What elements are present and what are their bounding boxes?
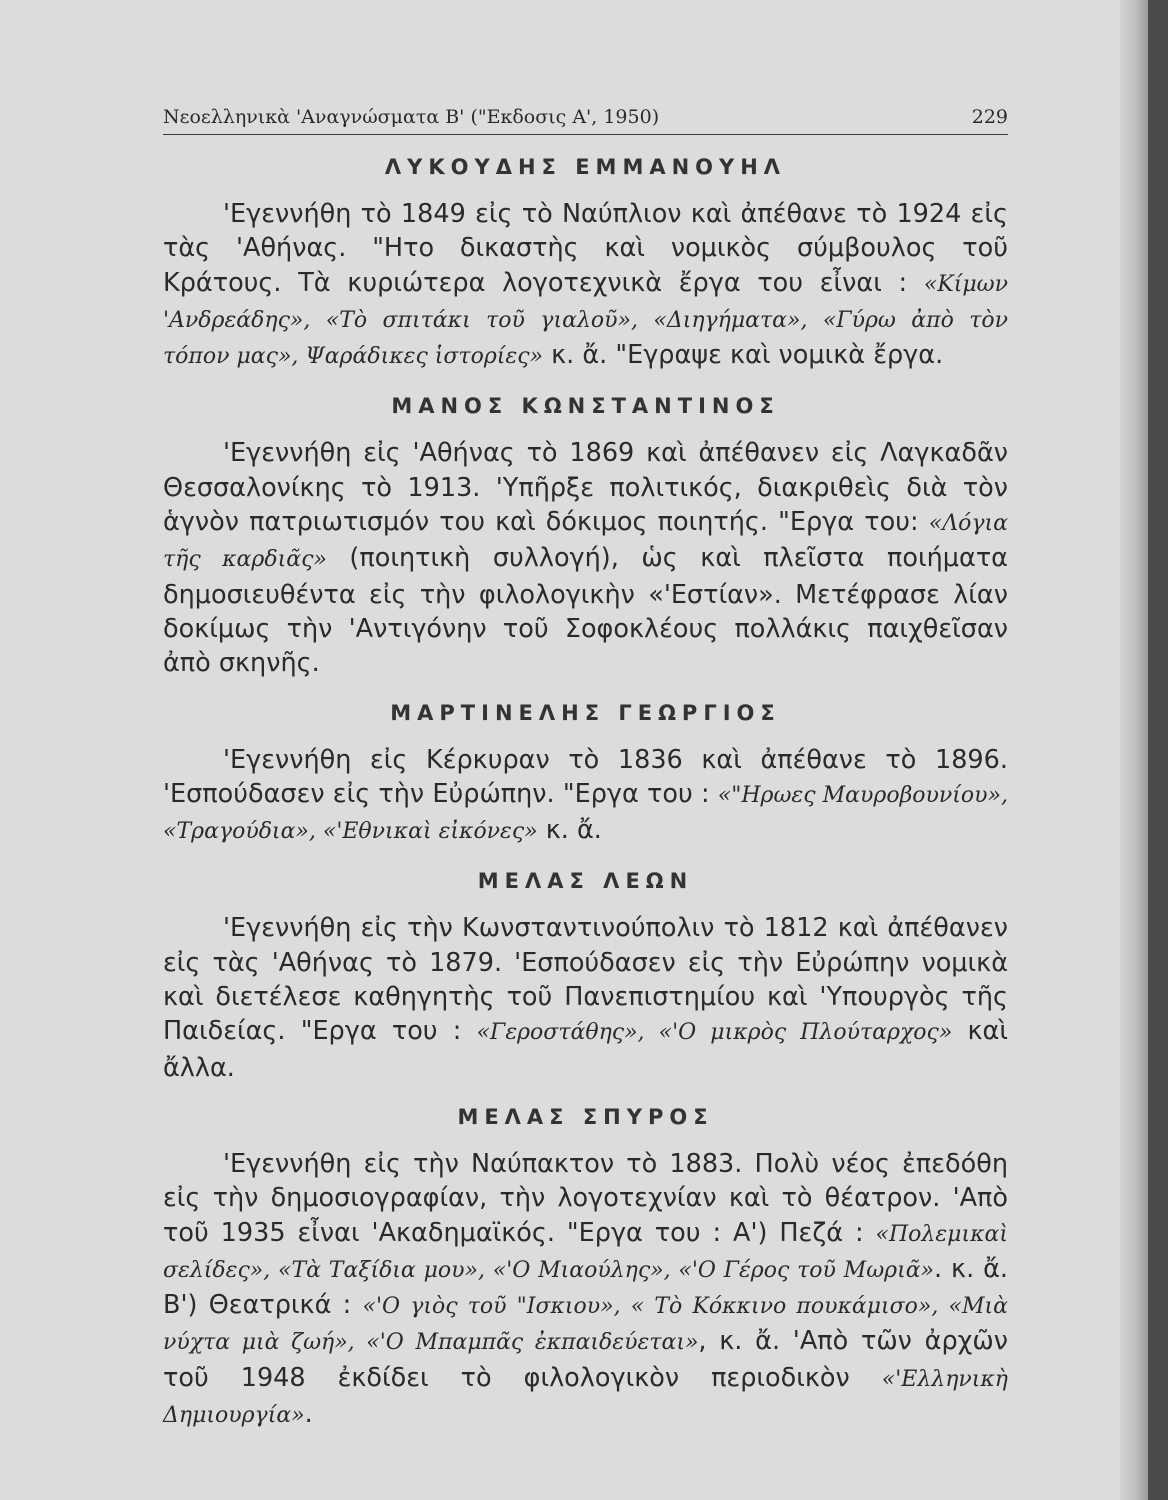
text-segment: 'Εγεννήθη εἰς τὴν Κωνσταντινούπολιν τὸ 1812 καὶ ἀπέθανεν εἰς τὰς 'Αθήνας τὸ 1879. 'Εσπούδασεν εἰς τὴν Εὐρώπην νομικὰ καὶ διετέλεσε καθηγητὴς τοῦ Πανεπιστημίου καὶ 'Υπουργὸς τῆς Παιδείας. "Εργα του : [163,913,1008,1047]
entry-heading: ΛΥΚΟΥΔΗΣ ΕΜΜΑΝΟΥΗΛ [384,155,787,179]
entry-heading: ΜΑΝΟΣ ΚΩΝΣΤΑΝΤΙΝΟΣ [391,394,780,419]
works-list: «'Ο γιὸς τοῦ "Ισκιου», « Τὸ Κόκκινο πουκάμισο», «Μιὰ νύχτα μιὰ ζωή», «'Ο Μπαμπᾶς ἐκπαιδεύεται» [163,1294,1008,1356]
works-list: «Πολεμικαὶ σελίδες», «Τὰ Ταξίδια μου», «'Ο Μιαούλης», «'Ο Γέρος τοῦ Μωριᾶ» [163,1221,1008,1283]
text-segment: κ. ἄ. [537,815,602,846]
text-segment: 'Εγεννήθη εἰς 'Αθήνας τὸ 1869 καὶ ἀπέθανεν εἰς Λαγκαδᾶν Θεσσαλονίκης τὸ 1913. 'Υπῆρξε πολιτικός, διακριθεὶς διὰ τὸν ἁγνὸν πατριωτισμόν του καὶ δόκιμος ποιητής. "Εργα του: [163,438,1008,538]
text-segment: 'Εγεννήθη εἰς Κέρκυραν τὸ 1836 καὶ ἀπέθανε τὸ 1896. 'Εσπούδασεν εἰς τὴν Εὐρώπην. "Εργα του : [163,744,1008,809]
works-list: «'Ελληνικὴ Δημιουργία» [163,1366,1008,1429]
page-edge [1120,0,1148,1500]
entry-text [163,436,1008,680]
works-list: «Λόγια τῆς καρδιᾶς» [163,511,1008,573]
text-segment: 'Εγεννήθη εἰς τὴν Ναύπακτον τὸ 1883. Πολὺ νέος ἐπεδόθη εἰς τὴν δημοσιογραφίαν, τὴν λογοτεχνίαν καὶ τὸ θέατρον. 'Απὸ τοῦ 1935 εἶναι 'Ακαδημαϊκός. "Εργα του : Α') Πεζά : [163,1148,1008,1248]
text-segment: 'Εγεννήθη τὸ 1849 εἰς τὸ Ναύπλιον καὶ ἀπέθανε τὸ 1924 εἰς τὰς 'Αθήνας. "Ητο δικαστὴς καὶ νομικὸς σύμβουλος τοῦ Κράτους. Τὰ κυριώτερα λογοτεχνικὰ ἔργα του εἶναι : [163,199,1008,298]
page-number: 229 [971,106,1008,128]
running-head [163,106,1008,135]
entry-heading: ΜΕΛΑΣ ΣΠΥΡΟΣ [457,1104,714,1129]
entry-text [163,743,1008,850]
text-segment: καὶ ἄλλα. [163,1016,1008,1083]
text-segment: (ποιητικὴ συλλογή), ὡς καὶ πλεῖστα ποιήματα δημοσιευθέντα εἰς τὴν φιλολογικὴν «'Εστίαν». Μετέφρασε λίαν δοκίμως τὴν 'Αντιγόνην τοῦ Σοφοκλέους πολλάκις παιχθεῖσαν ἀπὸ σκηνῆς. [163,543,1008,679]
entry-text [163,197,1008,374]
entry-text [163,911,1008,1084]
works-list: «Γεροστάθης», «'Ο μικρὸς Πλούταρχος» [476,1020,953,1046]
page-body [163,155,1008,1453]
text-segment: . κ. ἄ. Β') Θεατρικά : [163,1253,1008,1321]
entry-heading: ΜΑΡΤΙΝΕΛΗΣ ΓΕΩΡΓΙΟΣ [390,700,781,725]
works-list: «Κίμων 'Ανδρεάδης», «Τὸ σπιτάκι τοῦ γιαλοῦ», «Διηγήματα», «Γύρω ἀπὸ τὸν τόπον μας», Ψαράδικες ἱστορίες» [163,271,1008,370]
text-segment: κ. ἄ. "Εγραψε καὶ νομικὰ ἔργα. [542,340,944,371]
entry-heading: ΜΕΛΑΣ ΛΕΩΝ [477,869,694,894]
text-segment: . [304,1399,313,1430]
entry-text [163,1147,1008,1433]
works-list: «"Ηρωες Μαυροβουνίου», «Τραγούδια», «'Εθνικαὶ εἰκόνες» [163,782,1008,845]
text-segment: , κ. ἄ. 'Απὸ τῶν ἀρχῶν τοῦ 1948 ἐκδίδει τὸ φιλολογικὸν περιοδικὸν [163,1326,1008,1393]
book-title: Νεοελληνικὰ 'Αναγνώσματα Β' ("Εκδοσις Α', 1950) [163,106,660,128]
